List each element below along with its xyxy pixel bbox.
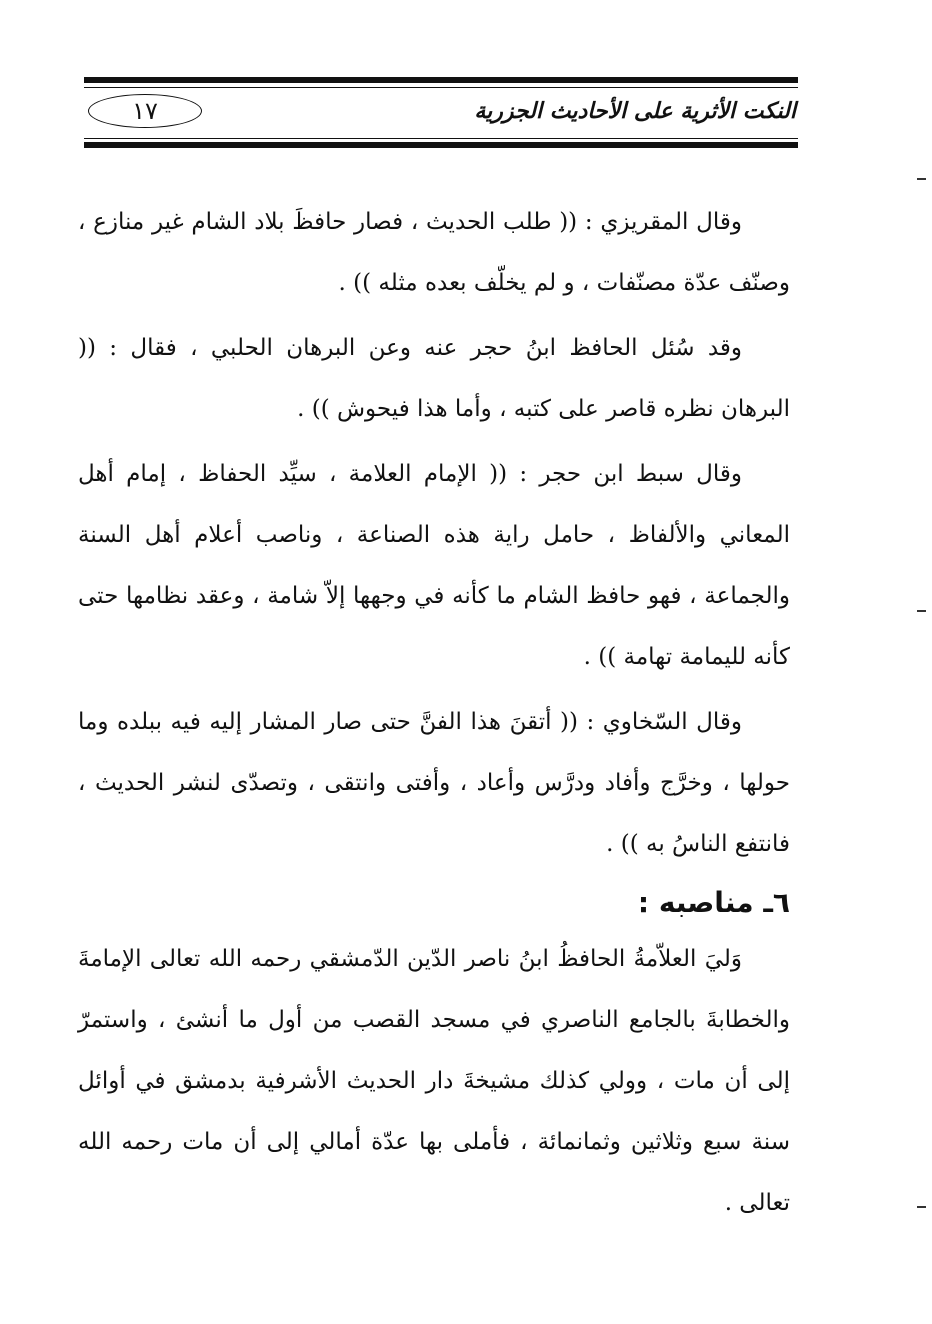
section-heading: ٦ـ مناصبه : <box>637 886 790 919</box>
scan-margin-mark <box>917 610 926 612</box>
header-rule-top-thick <box>84 77 798 83</box>
header-rule-bottom-thick <box>84 142 798 148</box>
page-body <box>78 192 790 1234</box>
scan-margin-mark <box>917 178 926 180</box>
paragraph-ibn-hajar: وقد سُئل الحافظ ابنُ حجر عنه وعن البرهان الحلبي ، فقال : (( البرهان نظره قاصر على كتبه ، وأما هذا فيحوش )) . <box>78 335 790 422</box>
scan-margin-mark <box>917 1206 926 1208</box>
page-number: ١٧ <box>88 94 202 128</box>
running-title: النكت الأثرية على الأحاديث الجزرية <box>474 98 796 124</box>
paragraph-positions: وَليَ العلاّمةُ الحافظُ ابنُ ناصر الدّين الدّمشقي رحمه الله تعالى الإمامةَ والخطابةَ بالجامع الناصري في مسجد القصب من أول ما أنشئ ، واستمرّ إلى أن مات ، وولي كذلك مشيخةَ دار الحديث الأشرفية بدمشق في أوائل سنة سبع وثلاثين وثمانمائة ، فأملى بها عدّة أمالي إلى أن مات رحمه الله تعالى . <box>78 946 790 1216</box>
paragraph-sibt-ibn-hajar: وقال سبط ابن حجر : (( الإمام العلامة ، سيِّد الحفاظ ، إمام أهل المعاني والألفاظ ، حامل راية هذه الصناعة ، وناصب أعلام أهل السنة والجماعة ، فهو حافظ الشام ما كأنه في وجهها إلاّ شامة ، وعقد نظامها حتى كأنه لليمامة تهامة )) . <box>78 461 790 670</box>
header-rule-bottom-thin <box>84 138 798 139</box>
paragraph-maqrizi: وقال المقريزي : (( طلب الحديث ، فصار حافظَ بلاد الشام غير منازع ، وصنّف عدّة مصنّفات ، و لم يخلّف بعده مثله )) . <box>78 209 790 296</box>
paragraph-sakhawi: وقال السّخاوي : (( أتقنَ هذا الفنَّ حتى صار المشار إليه فيه ببلده وما حولها ، وخرَّج وأفاد ودرَّس وأعاد ، وأفتى وانتقى ، وتصدّى لنشر الحديث ، فانتفع الناسُ به )) . <box>78 709 790 857</box>
page-header <box>84 88 798 138</box>
